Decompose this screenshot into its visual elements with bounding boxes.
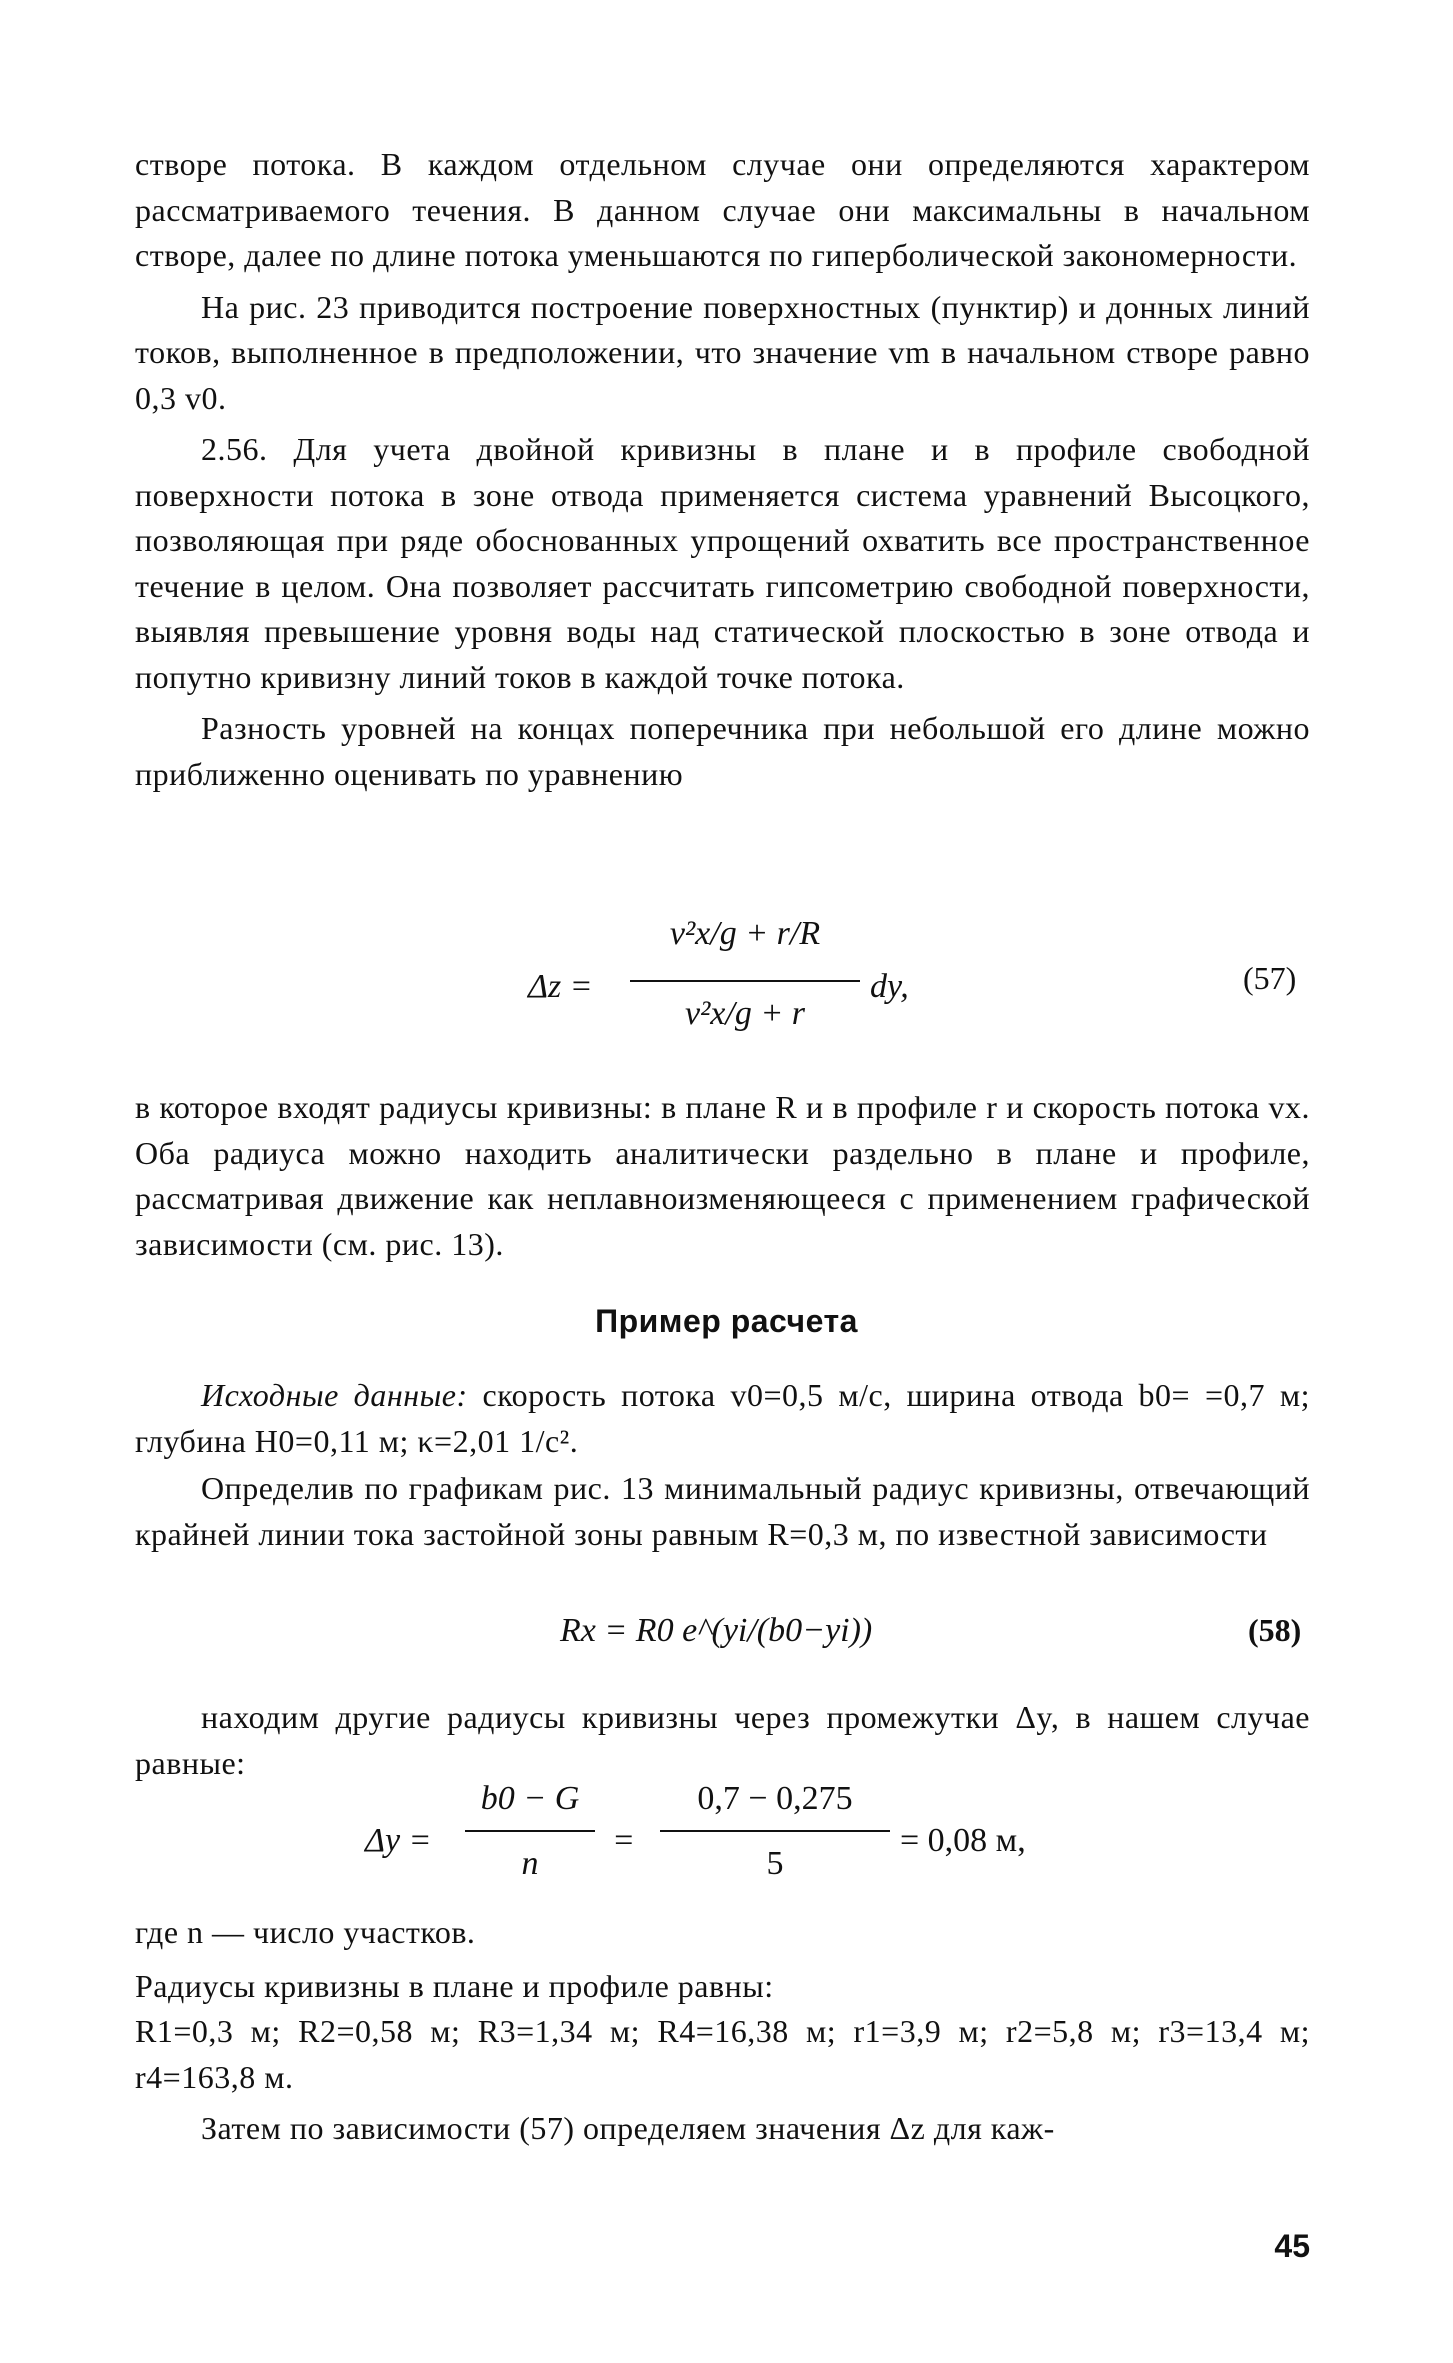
section-heading: Пример расчета	[595, 1303, 858, 1339]
formula-delta-y-equals: =	[612, 1822, 635, 1859]
formula-delta-y-result: = 0,08 м,	[900, 1822, 1026, 1859]
paragraph-radii: в которое входят радиусы кривизны: в плане R и в профиле r и скорость потока vx. Оба радиуса можно находить аналитически раздельно в плане и профиле, рассматривая движение как неплавноизменяющееся с применением графической зависимости (см. рис. 13).	[135, 1089, 1310, 1262]
paragraph-then: Затем по зависимости (57) определяем значения Δz для каж-	[201, 2110, 1055, 2146]
paragraph-min-radius: Определив по графикам рис. 13 минимальный радиус кривизны, отвечающий крайней линии тока застойной зоны равным R=0,3 м, по известной зависимости	[135, 1470, 1310, 1552]
paragraph-figure-23: На рис. 23 приводится построение поверхностных (пунктир) и донных линий токов, выполненное в предположении, что значение vm в начальном створе равно 0,3 v0.	[135, 288, 1310, 416]
formula-57-tail: dy,	[870, 968, 909, 1005]
initial-data-label: Исходные данные:	[201, 1377, 468, 1413]
text-column-intervals	[135, 1695, 1310, 1786]
text-column-example	[135, 1373, 1310, 1557]
paragraph-level-difference: Разность уровней на концах поперечника при небольшой его длине можно приближенно оценивать по уравнению	[135, 710, 1310, 792]
paragraph-2-56: 2.56. Для учета двойной кривизны в плане и в профиле свободной поверхности потока в зоне отвода применяется система уравнений Высоцкого, позволяющая при ряде обоснованных упрощений охватить все пространственное течение в целом. Она позволяет рассчитать гипсометрию свободной поверхности, выявляя превышение уровня воды над статической плоскостью в зоне отвода и попутно кривизну линий токов в каждой точке потока.	[135, 431, 1310, 695]
text-column-middle	[135, 1085, 1310, 1267]
text-column-top	[135, 142, 1310, 797]
formula-delta-y-denominator-1: n	[521, 1845, 539, 1882]
text-column-bottom	[135, 1910, 1310, 2152]
paragraph-initial-data	[135, 1373, 1310, 1464]
paragraph-radii-intro: Радиусы кривизны в плане и профиле равны:	[135, 1967, 774, 2004]
equation-number-58: (58)	[1248, 1612, 1302, 1648]
formula-delta-y-bar-2	[660, 1830, 890, 1832]
formula-delta-y-lhs: Δy =	[365, 1822, 432, 1859]
paragraph-n-definition: где n — число участков.	[135, 1914, 476, 1950]
formula-delta-y-numerator-2: 0,7 − 0,275	[697, 1780, 853, 1817]
formula-delta-y-numerator-1: b0 − G	[480, 1780, 580, 1817]
formula-57-numerator: v²x/g + r/R	[669, 915, 821, 952]
paragraph-radii-values: R1=0,3 м; R2=0,58 м; R3=1,34 м; R4=16,38 м; r1=3,9 м; r2=5,8 м; r3=13,4 м; r4=163,8 м.	[135, 2013, 1310, 2095]
page-number: 45	[1274, 2228, 1310, 2264]
formula-57-lhs: Δz =	[528, 968, 593, 1005]
formula-58-body: Rx = R0 e^(yi/(b0−yi))	[560, 1612, 873, 1649]
formula-57-denominator: v²x/g + r	[685, 995, 805, 1032]
initial-data-values: скорость потока v0=0,5 м/с, ширина отвода b0= =0,7 м; глубина H0=0,11 м; κ=2,01 1/с².	[135, 1377, 1311, 1459]
formula-delta-y-denominator-2: 5	[766, 1845, 784, 1882]
equation-number-57: (57)	[1243, 960, 1297, 996]
formula-delta-y-bar-1	[465, 1830, 595, 1832]
paragraph-other-radii: находим другие радиусы кривизны через промежутки Δy, в нашем случае равные:	[135, 1699, 1310, 1781]
formula-57-fraction-bar	[630, 980, 860, 982]
paragraph-continuation: створе потока. В каждом отдельном случае они определяются характером рассматриваемого течения. В данном случае они максимальны в начальном створе, далее по длине потока уменьшаются по гиперболической закономерности.	[135, 146, 1310, 273]
